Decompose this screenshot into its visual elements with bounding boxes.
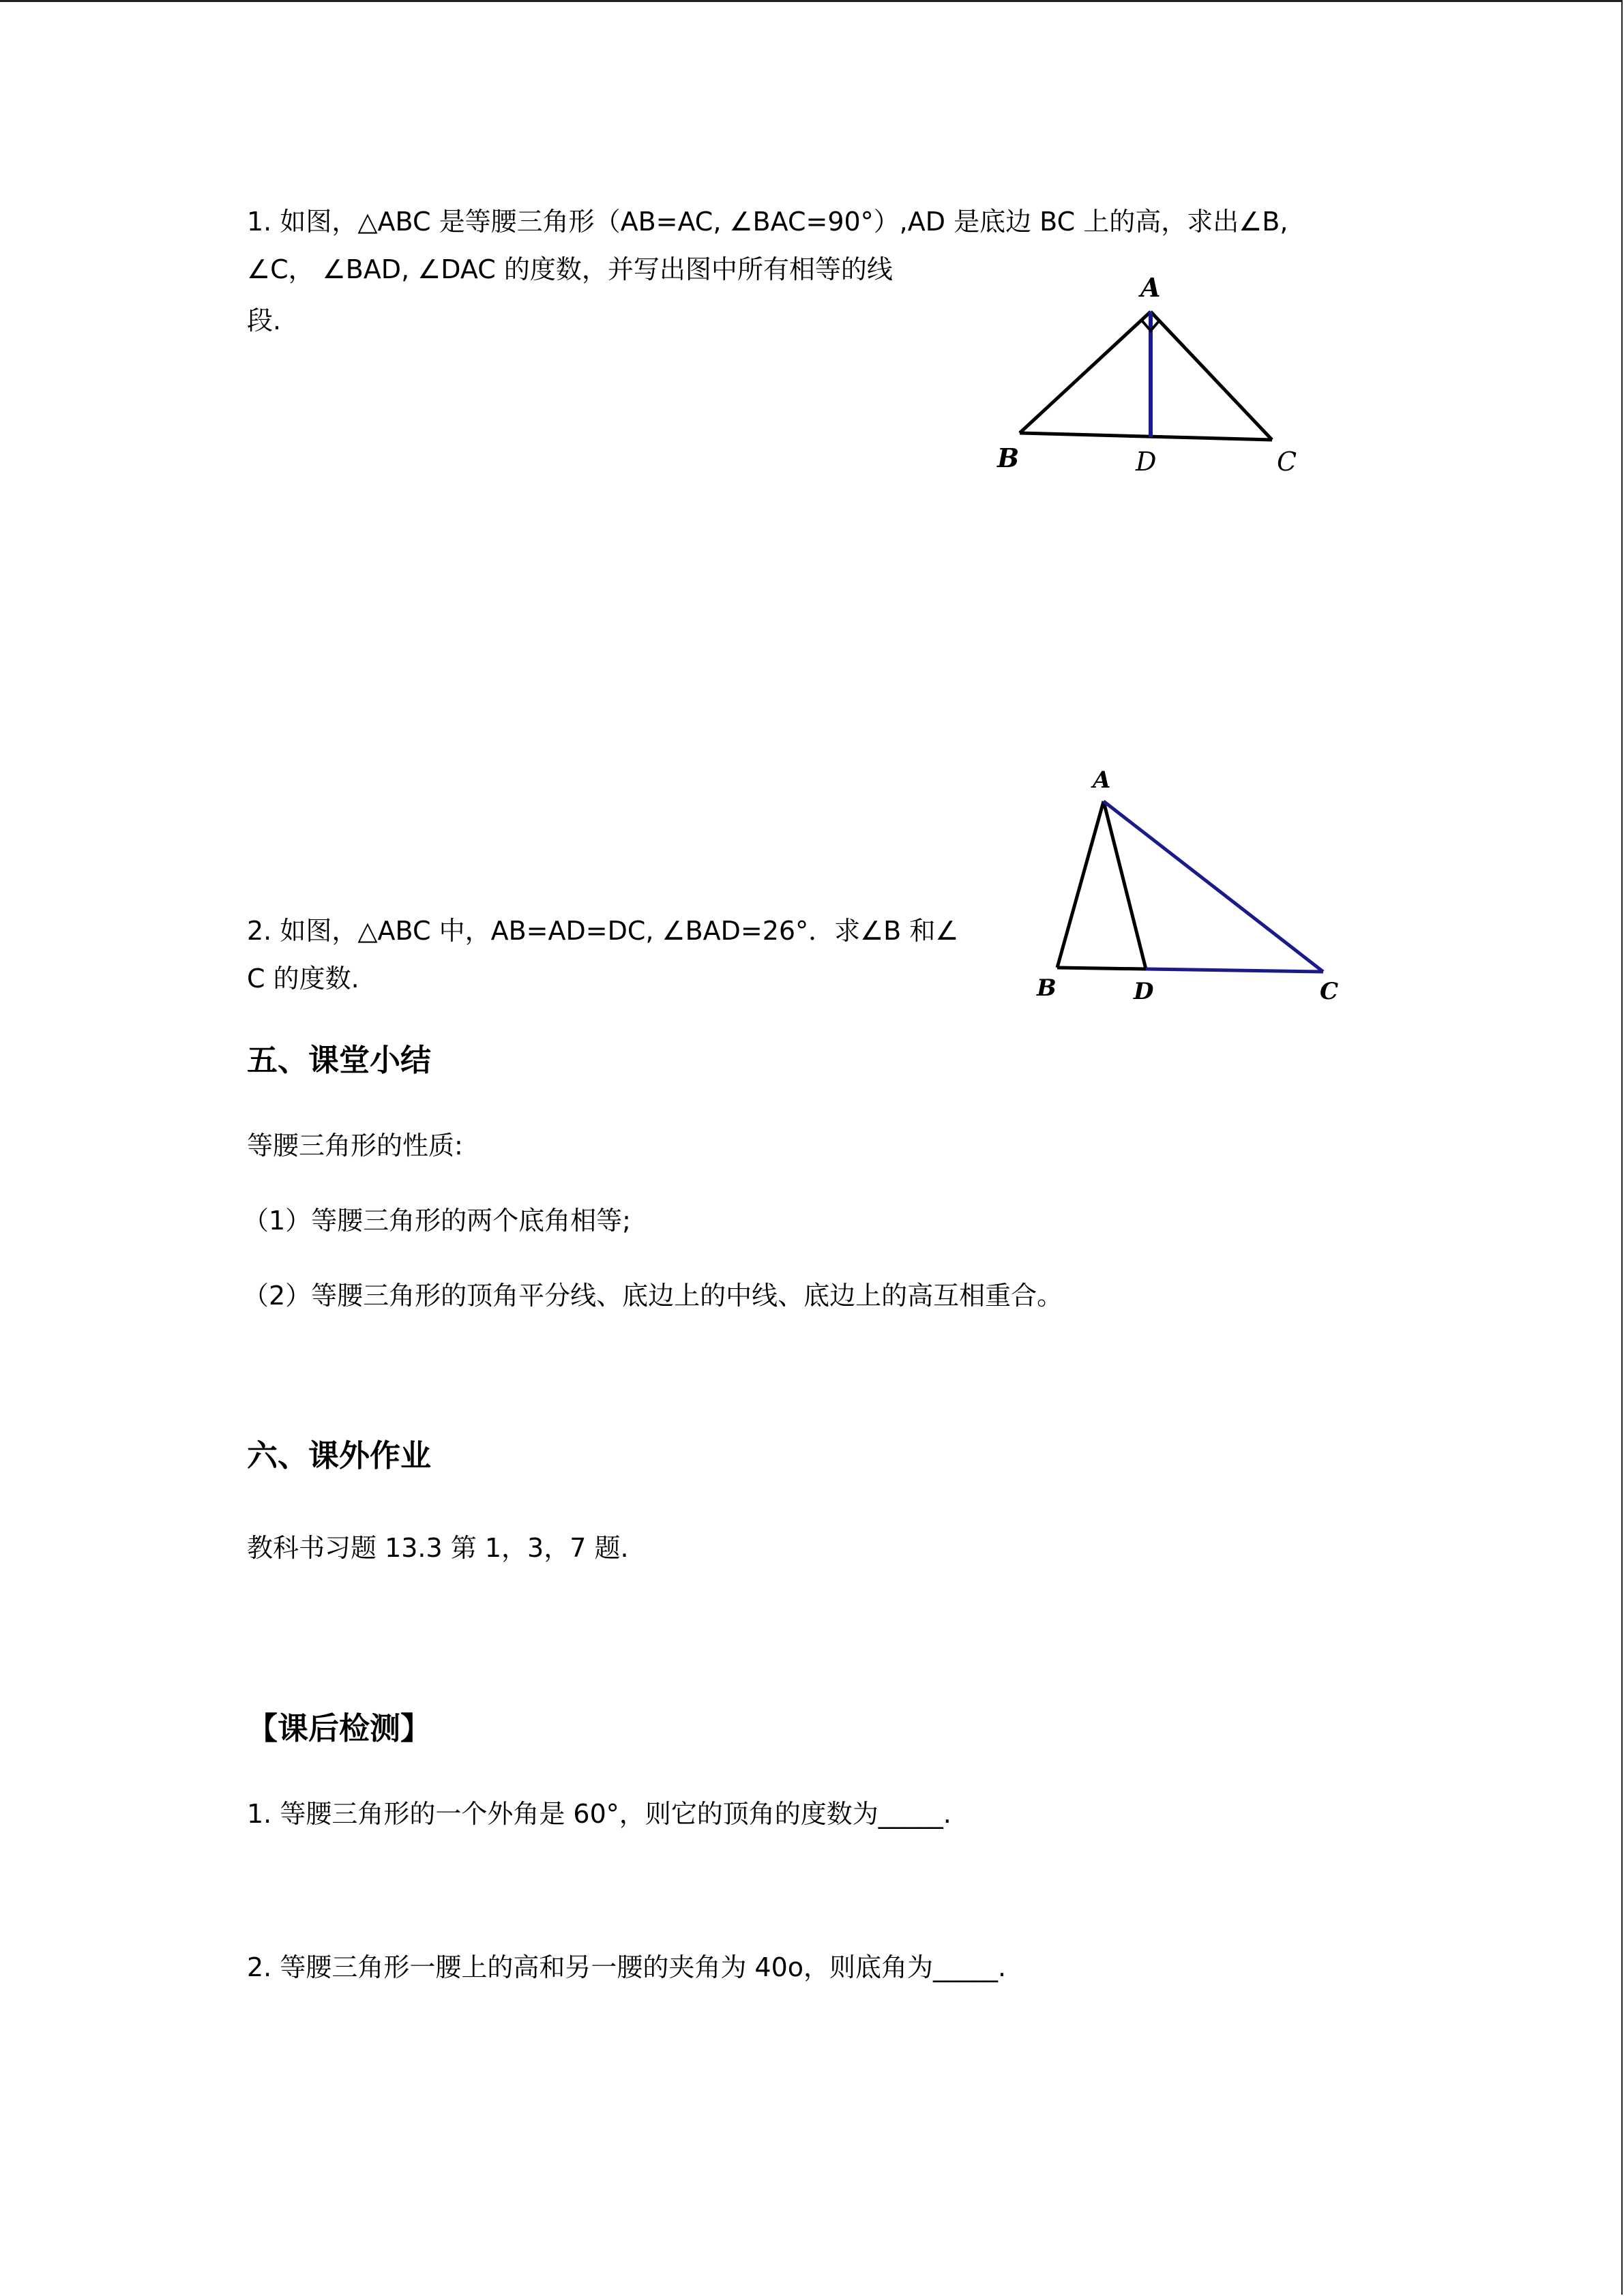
- figure-2-side-ab: [1057, 801, 1104, 968]
- summary-item-2: （2）等腰三角形的顶角平分线、底边上的中线、底边上的高互相重合。: [243, 1281, 1063, 1311]
- figure-2-side-bd: [1057, 968, 1146, 969]
- check-question-2: 2. 等腰三角形一腰上的高和另一腰的夹角为 40o，则底角为_____.: [247, 1952, 1007, 1982]
- figure-1-side-bc: [1020, 433, 1272, 440]
- summary-item-1: （1）等腰三角形的两个底角相等;: [243, 1206, 631, 1236]
- figure-1-label-d: D: [1136, 447, 1157, 477]
- figure-2-triangle: [1023, 760, 1364, 1013]
- check-question-1: 1. 等腰三角形的一个外角是 60°，则它的顶角的度数为_____.: [247, 1799, 951, 1829]
- summary-heading: 五、课堂小结: [247, 1042, 432, 1078]
- figure-1-triangle: [982, 269, 1323, 488]
- problem-1-line-3: 段.: [247, 305, 282, 336]
- figure-1-side-ab: [1020, 312, 1151, 433]
- homework-text: 教科书习题 13.3 第 1，3，7 题.: [247, 1533, 629, 1563]
- figure-2-label-d: D: [1134, 978, 1154, 1005]
- check-heading: 【课后检测】: [247, 1710, 432, 1746]
- figure-2-label-c: C: [1320, 978, 1339, 1005]
- problem-1-line-2: ∠C， ∠BAD, ∠DAC 的度数，并写出图中所有相等的线: [247, 254, 893, 284]
- homework-heading: 六、课外作业: [247, 1437, 432, 1474]
- figure-1-side-ac: [1151, 312, 1272, 440]
- figure-2-side-ac: [1104, 801, 1323, 972]
- problem-2-line-2: C 的度数.: [247, 964, 359, 994]
- figure-2-label-a: A: [1093, 766, 1111, 794]
- figure-1-label-c: C: [1277, 447, 1297, 477]
- figure-1-label-b: B: [997, 443, 1020, 473]
- problem-1-line-1: 1. 如图，△ABC 是等腰三角形（AB=AC, ∠BAC=90°）,AD 是底边 BC 上的高，求出∠B,: [247, 207, 1288, 237]
- figure-1-label-a: A: [1140, 272, 1161, 303]
- figure-2-label-b: B: [1037, 974, 1057, 1002]
- summary-intro: 等腰三角形的性质:: [247, 1131, 463, 1161]
- problem-2-line-1: 2. 如图，△ABC 中，AB=AD=DC, ∠BAD=26°．求∠B 和∠: [247, 916, 959, 946]
- figure-2-side-dc: [1146, 969, 1323, 972]
- figure-2-side-ad: [1104, 801, 1146, 969]
